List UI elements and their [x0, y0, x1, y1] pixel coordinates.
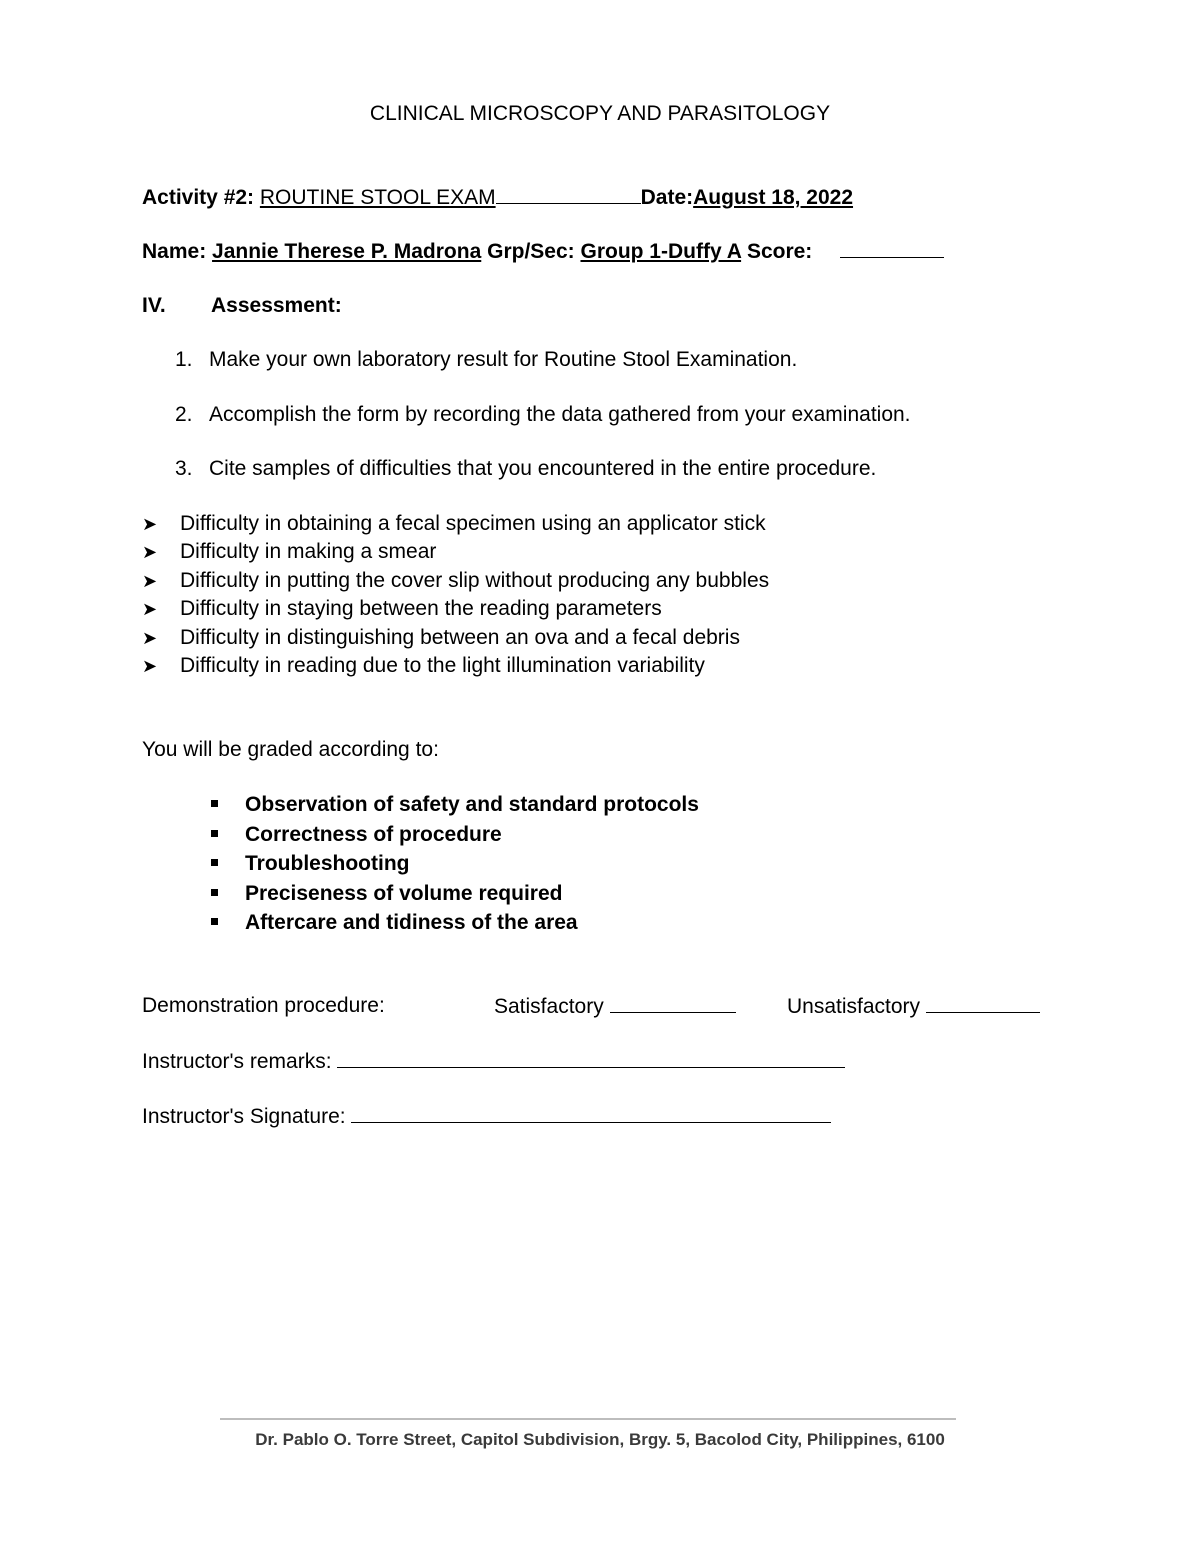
activity-row	[142, 185, 853, 210]
difficulty-text: Difficulty in obtaining a fecal specimen using an applicator stick	[180, 512, 766, 535]
arrow-bullet-icon: ➤	[142, 542, 158, 562]
activity-label: Activity #2:	[142, 186, 255, 209]
activity-value: ROUTINE STOOL EXAM	[259, 186, 496, 209]
footer-address: Dr. Pablo O. Torre Street, Capitol Subdivision, Brgy. 5, Bacolod City, Philippines, 6100	[255, 1430, 945, 1449]
difficulty-item	[142, 654, 705, 678]
grading-criterion	[211, 852, 409, 876]
difficulty-text: Difficulty in reading due to the light illumination variability	[180, 654, 705, 677]
unsatisfactory-option	[787, 994, 1040, 1019]
arrow-bullet-icon: ➤	[142, 628, 158, 648]
date-label: Date:	[640, 186, 694, 209]
satisfactory-label: Satisfactory	[494, 995, 604, 1018]
difficulty-item	[142, 540, 436, 564]
grp-label: Grp/Sec:	[487, 240, 575, 263]
difficulty-text: Difficulty in staying between the reading parameters	[180, 597, 662, 620]
criterion-text: Troubleshooting	[245, 852, 410, 875]
demo-label: Demonstration procedure:	[142, 994, 385, 1017]
signature-row	[142, 1104, 831, 1129]
difficulty-text: Difficulty in distinguishing between an ova and a fecal debris	[180, 626, 740, 649]
grading-criterion	[211, 793, 699, 817]
difficulty-item	[142, 597, 662, 621]
criterion-text: Correctness of procedure	[245, 823, 502, 846]
instruction-number: 1.	[175, 348, 193, 371]
remarks-field[interactable]	[337, 1049, 845, 1068]
criterion-text: Preciseness of volume required	[245, 882, 563, 905]
section-number: IV.	[142, 294, 166, 317]
score-field[interactable]	[840, 239, 944, 258]
square-bullet-icon	[211, 889, 218, 896]
difficulty-text: Difficulty in putting the cover slip without producing any bubbles	[180, 569, 770, 592]
instruction-item	[175, 457, 876, 481]
page-title: CLINICAL MICROSCOPY AND PARASITOLOGY	[369, 102, 831, 125]
difficulty-text: Difficulty in making a smear	[180, 540, 437, 563]
date-value: August 18, 2022	[693, 186, 854, 209]
criterion-text: Observation of safety and standard protocols	[245, 793, 699, 816]
arrow-bullet-icon: ➤	[142, 514, 158, 534]
instruction-number: 3.	[175, 457, 193, 480]
square-bullet-icon	[211, 859, 218, 866]
remarks-row	[142, 1049, 845, 1074]
square-bullet-icon	[211, 800, 218, 807]
remarks-label: Instructor's remarks:	[142, 1050, 332, 1073]
satisfactory-option	[494, 994, 736, 1019]
instruction-text: Cite samples of difficulties that you encountered in the entire procedure.	[209, 457, 877, 480]
arrow-bullet-icon: ➤	[142, 656, 158, 676]
grading-criterion	[211, 823, 502, 847]
unsatisfactory-label: Unsatisfactory	[787, 995, 921, 1018]
instruction-text: Make your own laboratory result for Routine Stool Examination.	[209, 348, 798, 371]
grading-criterion	[211, 911, 578, 935]
instruction-item	[175, 403, 911, 427]
name-label: Name:	[142, 240, 207, 263]
student-row	[142, 239, 944, 264]
signature-field[interactable]	[351, 1104, 831, 1123]
instruction-item	[175, 348, 797, 372]
square-bullet-icon	[211, 830, 218, 837]
difficulty-item	[142, 626, 740, 650]
signature-label: Instructor's Signature:	[142, 1105, 346, 1128]
criterion-text: Aftercare and tidiness of the area	[245, 911, 578, 934]
grading-criterion	[211, 882, 562, 906]
grp-value: Group 1-Duffy A	[580, 240, 742, 263]
difficulty-item	[142, 569, 769, 593]
arrow-bullet-icon: ➤	[142, 571, 158, 591]
square-bullet-icon	[211, 918, 218, 925]
instruction-text: Accomplish the form by recording the data gathered from your examination.	[209, 403, 911, 426]
difficulty-item	[142, 512, 766, 536]
unsatisfactory-field[interactable]	[926, 994, 1040, 1013]
instruction-number: 2.	[175, 403, 193, 426]
score-label: Score:	[746, 240, 813, 263]
name-value: Jannie Therese P. Madrona	[212, 240, 482, 263]
section-title: Assessment:	[211, 294, 342, 317]
grading-intro: You will be graded according to:	[142, 738, 439, 761]
footer-divider	[220, 1418, 956, 1420]
satisfactory-field[interactable]	[610, 994, 736, 1013]
arrow-bullet-icon: ➤	[142, 599, 158, 619]
activity-underline	[496, 185, 641, 204]
